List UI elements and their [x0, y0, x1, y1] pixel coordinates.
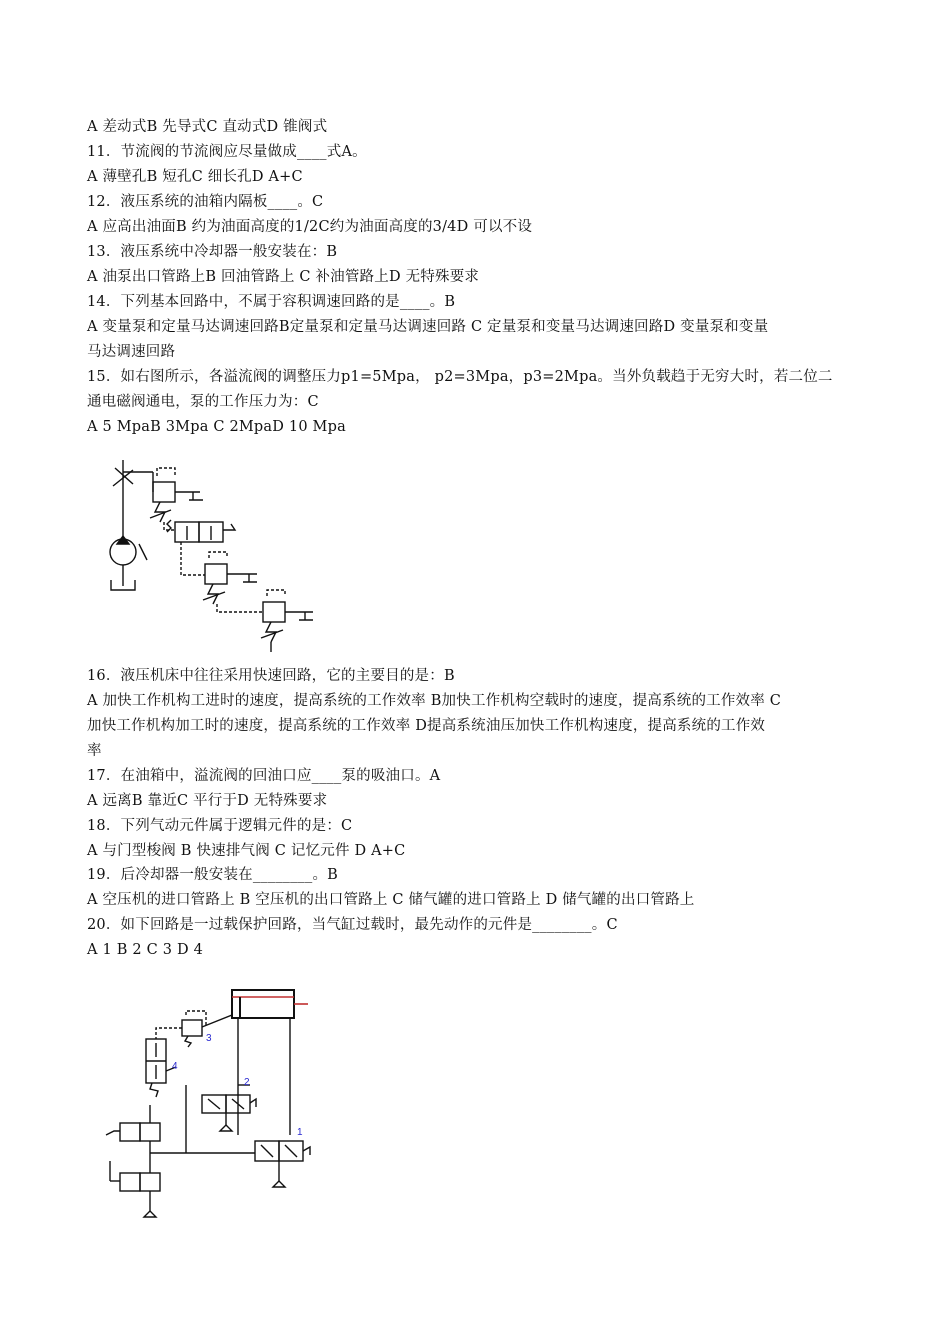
q14-options-line1: A 变量泵和定量马达调速回路B定量泵和定量马达调速回路 C 定量泵和变量马达调速回路D 变量泵和变量	[87, 319, 769, 335]
q16-options-line3: 率	[87, 743, 102, 759]
relief-valve-3	[263, 602, 285, 622]
q11-options: A 薄壁孔B 短孔C 细长孔D A+C	[87, 169, 303, 185]
q10-options: A 差动式B 先导式C 直动式D 锥阀式	[87, 119, 328, 135]
q20-options: A 1 B 2 C 3 D 4	[87, 942, 204, 958]
q15-question-line2: 通电磁阀通电，泵的工作压力为：C	[87, 394, 319, 410]
q15-options: A 5 MpaB 3Mpa C 2MpaD 10 Mpa	[87, 419, 346, 435]
q17-options: A 远离B 靠近C 平行于D 无特殊要求	[87, 793, 328, 809]
label-4: 4	[172, 1061, 178, 1072]
q19-question: 19．后冷却器一般安装在________。B	[87, 867, 339, 883]
pneumatic-circuit-diagram	[100, 985, 315, 1225]
q17-question: 17．在油箱中，溢流阀的回油口应____泵的吸油口。A	[87, 768, 441, 784]
valve-3	[182, 1020, 202, 1036]
label-1: 1	[297, 1127, 303, 1138]
q14-question: 14．下列基本回路中，不属于容积调速回路的是____。B	[87, 294, 456, 310]
label-2: 2	[244, 1077, 250, 1088]
q13-options: A 油泵出口管路上B 回油管路上 C 补油管路上D 无特殊要求	[87, 269, 480, 285]
q12-options: A 应高出油面B 约为油面高度的1/2C约为油面高度的3/4D 可以不设	[87, 219, 533, 235]
relief-valve-2	[205, 564, 227, 584]
hydraulic-circuit-diagram	[105, 440, 320, 655]
q15-question-line1: 15．如右图所示，各溢流阀的调整压力p1=5Mpa， p2=3Mpa，p3=2Mpa。当外负载趋于无穷大时，若二位二	[87, 369, 833, 385]
label-3: 3	[206, 1033, 212, 1044]
relief-valve-1	[153, 482, 175, 502]
q16-question: 16．液压机床中往往采用快速回路，它的主要目的是：B	[87, 668, 455, 684]
q16-options-line2: 加快工作机构加工时的速度，提高系统的工作效率 D提高系统油压加快工作机构速度，提高系统的工作效	[87, 718, 766, 734]
cylinder	[232, 990, 294, 1018]
q12-question: 12．液压系统的油箱内隔板____。C	[87, 194, 324, 210]
q20-question: 20．如下回路是一过载保护回路，当气缸过载时，最先动作的元件是________。C	[87, 917, 618, 933]
q13-question: 13．液压系统中冷却器一般安装在：B	[87, 244, 338, 260]
q18-question: 18．下列气动元件属于逻辑元件的是：C	[87, 818, 353, 834]
manual-valve-a	[120, 1123, 140, 1141]
q14-options-line2: 马达调速回路	[87, 344, 176, 360]
q16-options-line1: A 加快工作机构工进时的速度，提高系统的工作效率 B加快工作机构空载时的速度，提高系统的工作效率 C	[87, 693, 782, 709]
q19-options: A 空压机的进口管路上 B 空压机的出口管路上 C 储气罐的进口管路上 D 储气罐的出口管路上	[87, 892, 695, 908]
q18-options: A 与门型梭阀 B 快速排气阀 C 记忆元件 D A+C	[87, 843, 406, 859]
q11-question: 11．节流阀的节流阀应尽量做成____式A。	[87, 144, 367, 160]
manual-valve-b	[120, 1173, 140, 1191]
